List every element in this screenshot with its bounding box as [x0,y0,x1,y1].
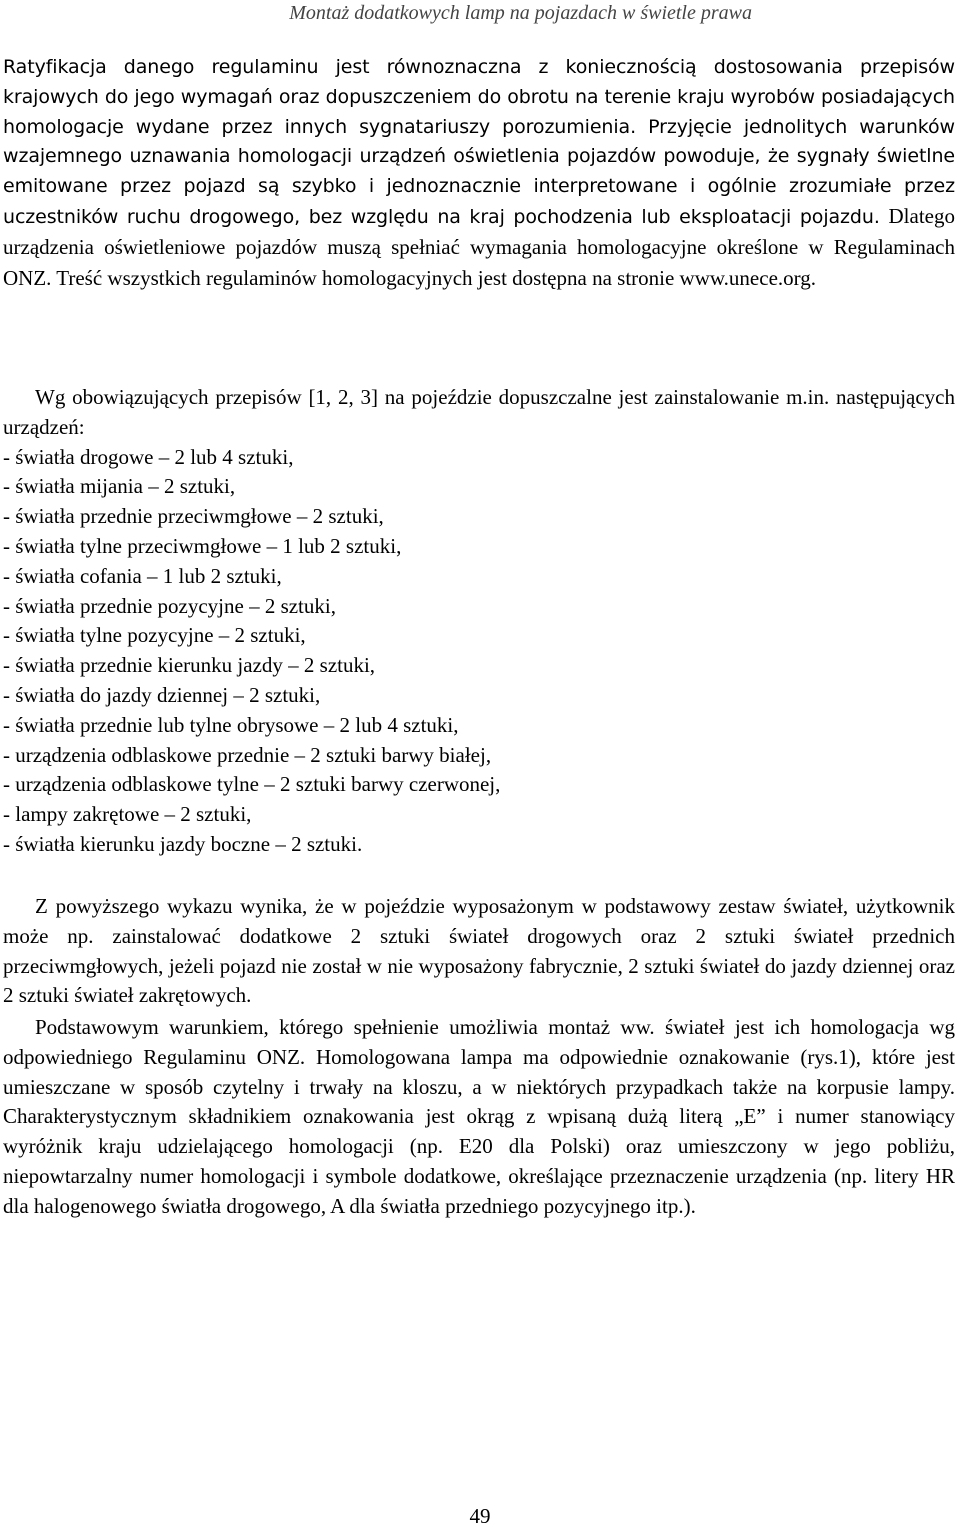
paragraph-conclusion [3,892,955,1011]
paragraph-ratification-serif: Dlatego urządzenia oświetleniowe pojazdów muszą spełniać wymagania homologacyjne określone w Regulaminach ONZ. Treść wszystkich regulaminów homologacyjnych jest dostępna na stronie www.unece.org. [3,203,955,290]
list-item: - światła do jazdy dziennej – 2 sztuki, [3,682,321,707]
page-number: 49 [469,1504,491,1528]
device-list [3,443,955,860]
device-list-intro: Wg obowiązujących przepisów [1, 2, 3] na pojeździe dopuszczalne jest zainstalowanie m.in. następujących urządzeń: [3,385,955,439]
running-header: Montaż dodatkowych lamp na pojazdach w świetle prawa [289,2,752,24]
paragraph-ratification-sans: Ratyfikacja danego regulaminu jest równoznaczna z koniecznością dostosowania przepisów krajowych do jego wymagań oraz dopuszczeniem do obrotu na terenie kraju wyrobów posiadających homologacje wydane przez innych sygnatariuszy porozumienia. Przyjęcie jednolitych warunków wzajemnego uznawania homologacji urządzeń oświetlenia pojazdów powoduje, że sygnały świetlne emitowane przez pojazd są szybko i jednoznacznie interpretowane i ogólnie zrozumiałe przez uczestników ruchu drogowego, bez względu na kraj pochodzenia lub eksploatacji pojazdu. [3,56,955,228]
list-item: - światła tylne przeciwmgłowe – 1 lub 2 sztuki, [3,533,402,558]
list-item: - światła przednie przeciwmgłowe – 2 sztuki, [3,504,384,529]
list-item: - światła mijania – 2 sztuki, [3,474,236,499]
list-item: - światła przednie lub tylne obrysowe – 2 lub 4 sztuki, [3,712,459,737]
list-item: - lampy zakrętowe – 2 sztuki, [3,802,252,827]
homologation-text: Podstawowym warunkiem, którego spełnienie umożliwia montaż ww. świateł jest ich homologacja wg odpowiedniego Regulaminu ONZ. Homologowana lampa ma odpowiednie oznakowanie (rys.1), które jest umieszczane w sposób czytelny i trwały na kloszu, a w niektórych przypadkach także na korpusie lampy. Charakterystycznym składnikiem oznakowania jest okrąg z wpisaną dużą literą „E” i numer stanowiący wyróżnik kraju udzielającego homologacji (np. E20 dla Polski) oraz umieszczony w jego pobliżu, niepowtarzalny numer homologacji i symbole dodatkowe, określające przeznaczenie urządzenia (np. litery HR dla halogenowego światła drogowego, A dla światła przedniego pozycyjnego itp.). [3,1015,955,1218]
list-item: - światła kierunku jazdy boczne – 2 sztuki. [3,831,363,856]
list-item: - urządzenia odblaskowe tylne – 2 sztuki barwy czerwonej, [3,772,501,797]
list-item: - światła drogowe – 2 lub 4 sztuki, [3,444,294,469]
paragraph-homologation [3,1013,955,1222]
list-item: - światła przednie pozycyjne – 2 sztuki, [3,593,336,618]
list-item: - światła cofania – 1 lub 2 sztuki, [3,563,282,588]
list-item: - urządzenia odblaskowe przednie – 2 sztuki barwy białej, [3,742,492,767]
paragraph-ratification [3,53,955,294]
paragraph-device-list [3,383,955,860]
list-item: - światła tylne pozycyjne – 2 sztuki, [3,623,306,648]
conclusion-text: Z powyższego wykazu wynika, że w pojeździe wyposażonym w podstawowy zestaw świateł, użytkownik może np. zainstalować dodatkowe 2 sztuki świateł drogowych oraz 2 sztuki świateł przednich przeciwmgłowych, jeżeli pojazd nie został w nie wyposażony fabrycznie, 2 sztuki świateł do jazdy dziennej oraz 2 sztuki świateł zakrętowych. [3,894,955,1008]
list-item: - światła przednie kierunku jazdy – 2 sztuki, [3,653,376,678]
